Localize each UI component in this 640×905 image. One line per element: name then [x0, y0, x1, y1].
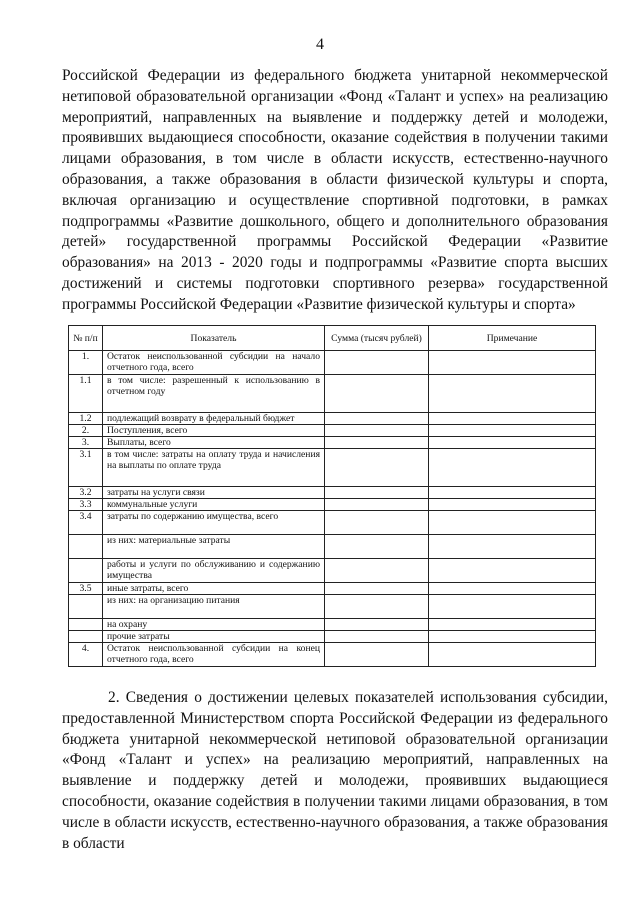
table-row [69, 449, 596, 487]
row-number [69, 595, 103, 619]
row-sum-cell [325, 351, 429, 375]
table-row [69, 437, 596, 449]
row-sum-cell [325, 487, 429, 499]
row-number: 4. [69, 643, 103, 667]
row-note-cell [429, 583, 596, 595]
row-number: 3.5 [69, 583, 103, 595]
row-sum-cell [325, 425, 429, 437]
row-note-cell [429, 487, 596, 499]
subsidy-report-table [68, 325, 596, 667]
row-note-cell [429, 535, 596, 559]
row-number: 3.2 [69, 487, 103, 499]
header-sum: Сумма (тысяч рублей) [325, 326, 429, 351]
table-row [69, 351, 596, 375]
row-sum-cell [325, 631, 429, 643]
row-indicator: Выплаты, всего [103, 437, 325, 449]
row-number: 1.2 [69, 413, 103, 425]
row-note-cell [429, 595, 596, 619]
row-note-cell [429, 375, 596, 413]
row-sum-cell [325, 375, 429, 413]
row-sum-cell [325, 535, 429, 559]
row-note-cell [429, 425, 596, 437]
table-body [69, 351, 596, 667]
row-note-cell [429, 413, 596, 425]
row-note-cell [429, 351, 596, 375]
row-indicator: Поступления, всего [103, 425, 325, 437]
page-number: 4 [316, 36, 324, 53]
row-number: 3.4 [69, 511, 103, 535]
intro-paragraph: Российской Федерации из федерального бюджета унитарной некоммерческой нетиповой образовательной организации «Фонд «Талант и успех» на реализацию мероприятий, направленных на выявление и поддержку детей и молодежи, проявивших выдающиеся способности, оказание содействия в получении такими лицами образования, в том числе в области искусств, естественно-научного образования, а также образования в области физической культуры и спорта, включая организацию и осуществление спортивной подготовки, в рамках подпрограммы «Развитие дошкольного, общего и дополнительного образования детей» государственной программы Российской Федерации «Развитие образования» на 2013 - 2020 годы и подпрограммы «Развитие спорта высших достижений и системы подготовки спортивного резерва» государственной программы Российской Федерации «Развитие физической культуры и спорта» [62, 67, 608, 313]
row-indicator: на охрану [103, 619, 325, 631]
row-sum-cell [325, 595, 429, 619]
table-row [69, 499, 596, 511]
header-num: № п/п [69, 326, 103, 351]
table-row [69, 375, 596, 413]
row-sum-cell [325, 511, 429, 535]
row-indicator: коммунальные услуги [103, 499, 325, 511]
row-indicator: подлежащий возврату в федеральный бюджет [103, 413, 325, 425]
row-number [69, 559, 103, 583]
table-row [69, 425, 596, 437]
table-row [69, 643, 596, 667]
table-row [69, 559, 596, 583]
row-sum-cell [325, 643, 429, 667]
row-number: 1. [69, 351, 103, 375]
row-indicator: работы и услуги по обслуживанию и содержанию имущества [103, 559, 325, 583]
table-row [69, 595, 596, 619]
row-indicator: в том числе: разрешенный к использованию в отчетном году [103, 375, 325, 413]
row-indicator: затраты на услуги связи [103, 487, 325, 499]
row-number: 1.1 [69, 375, 103, 413]
row-number: 3.1 [69, 449, 103, 487]
table-header-row [69, 326, 596, 351]
table-row [69, 511, 596, 535]
table-row [69, 487, 596, 499]
row-number [69, 619, 103, 631]
row-indicator: Остаток неиспользованной субсидии на начало отчетного года, всего [103, 351, 325, 375]
table-row [69, 413, 596, 425]
row-number: 2. [69, 425, 103, 437]
row-number [69, 631, 103, 643]
header-note: Примечание [429, 326, 596, 351]
table-row [69, 619, 596, 631]
row-number: 3.3 [69, 499, 103, 511]
row-sum-cell [325, 413, 429, 425]
row-sum-cell [325, 583, 429, 595]
row-note-cell [429, 499, 596, 511]
row-indicator: Остаток неиспользованной субсидии на конец отчетного года, всего [103, 643, 325, 667]
row-indicator: прочие затраты [103, 631, 325, 643]
row-note-cell [429, 619, 596, 631]
table-row [69, 631, 596, 643]
row-note-cell [429, 511, 596, 535]
row-number: 3. [69, 437, 103, 449]
table-row [69, 583, 596, 595]
row-indicator: из них: материальные затраты [103, 535, 325, 559]
row-sum-cell [325, 437, 429, 449]
row-indicator: затраты по содержанию имущества, всего [103, 511, 325, 535]
row-sum-cell [325, 559, 429, 583]
row-indicator: иные затраты, всего [103, 583, 325, 595]
section-2-paragraph: 2. Сведения о достижении целевых показателей использования субсидии, предоставленной Министерством спорта Российской Федерации из федерального бюджета унитарной некоммерческой нетиповой образовательной организации «Фонд «Талант и успех» на реализацию мероприятий, направленных на выявление и поддержку детей и молодежи, проявивших выдающиеся способности, оказание содействия в получении такими лицами образования, в том числе в области искусств, естественно-научного образования, а также образования в области [62, 689, 608, 852]
row-note-cell [429, 631, 596, 643]
row-note-cell [429, 449, 596, 487]
row-sum-cell [325, 619, 429, 631]
row-note-cell [429, 643, 596, 667]
row-sum-cell [325, 449, 429, 487]
row-indicator: в том числе: затраты на оплату труда и начисления на выплаты по оплате труда [103, 449, 325, 487]
row-number [69, 535, 103, 559]
row-note-cell [429, 437, 596, 449]
header-indicator: Показатель [103, 326, 325, 351]
row-note-cell [429, 559, 596, 583]
table-row [69, 535, 596, 559]
row-sum-cell [325, 499, 429, 511]
row-indicator: из них: на организацию питания [103, 595, 325, 619]
